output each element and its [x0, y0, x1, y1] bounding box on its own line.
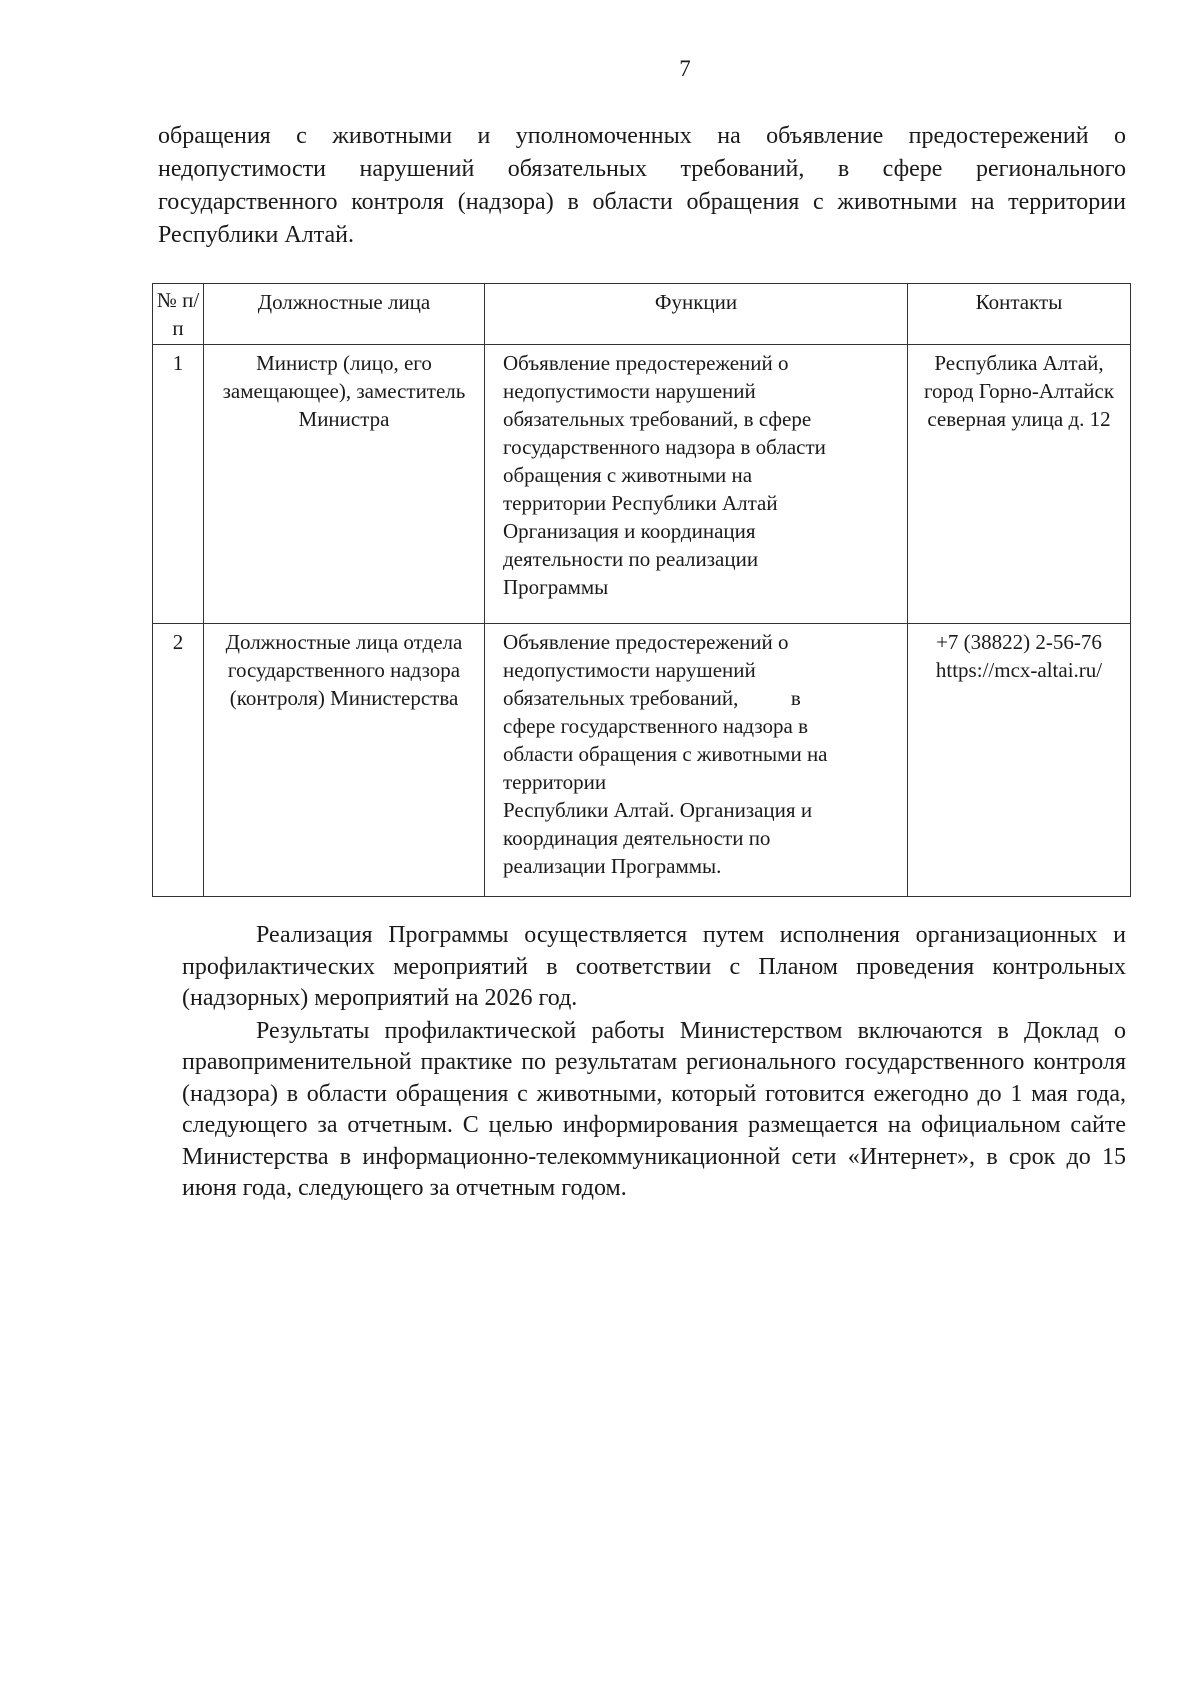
row-position: Министр (лицо, его замещающее), заместитель Министра	[204, 345, 485, 624]
contact-line: Республика Алтай,	[934, 351, 1104, 375]
contact-line: северная улица д. 12	[927, 407, 1111, 431]
row-contacts	[908, 624, 1131, 897]
row-num: 1	[153, 345, 204, 624]
table-row	[153, 624, 1131, 897]
function-line: территории Республики Алтай	[503, 491, 778, 515]
function-line: Организация и координация	[503, 519, 756, 543]
function-line: недопустимости нарушений	[503, 658, 756, 682]
function-line: Программы	[503, 575, 609, 599]
function-line: государственного надзора в области	[503, 435, 826, 459]
function-line: Объявление предостережений о	[503, 351, 789, 375]
row-num: 2	[153, 624, 204, 897]
paragraph-results: Результаты профилактической работы Министерством включаются в Доклад о правоприменительной практике по результатам регионального государственного контроля (надзора) в области обращения с животными, который готовится ежегодно до 1 мая года, следующего за отчетным. С целью информирования размещается на официальном сайте Министерства в информационно-телекоммуникационной сети «Интернет», в срок до 15 июня года, следующего за отчетным годом.	[182, 1017, 1126, 1201]
function-line: деятельности по реализации	[503, 547, 759, 571]
function-line: Республики Алтай. Организация и	[503, 798, 813, 822]
header-contacts: Контакты	[908, 284, 1131, 345]
row-contacts	[908, 345, 1131, 624]
header-functions: Функции	[485, 284, 908, 345]
body-text	[182, 920, 1126, 1206]
table-row	[153, 345, 1131, 624]
contact-phone: +7 (38822) 2-56-76	[936, 630, 1102, 654]
row-position: Должностные лица отдела государственного надзора (контроля) Министерства	[204, 624, 485, 897]
table-header-row	[153, 284, 1131, 345]
page-number: 7	[679, 56, 691, 81]
function-line: обязательных требований, в сфере	[503, 407, 812, 431]
function-line: реализации Программы.	[503, 854, 722, 878]
function-line: Объявление предостережений о	[503, 630, 789, 654]
row-functions	[485, 345, 908, 624]
function-line: области обращения с животными на	[503, 742, 828, 766]
function-line: координация деятельности по	[503, 826, 771, 850]
header-position: Должностные лица	[204, 284, 485, 345]
row-functions	[485, 624, 908, 897]
intro-paragraph: обращения с животными и уполномоченных на объявление предостережений о недопустимости нарушений обязательных требований, в сфере регионального государственного контроля (надзора) в области обращения с животными на территории Республики Алтай.	[158, 123, 1126, 248]
paragraph-implementation: Реализация Программы осуществляется путем исполнения организационных и профилактических мероприятий в соответствии с Планом проведения контрольных (надзорных) мероприятий на 2026 год.	[182, 922, 1126, 1011]
function-line: территории	[503, 770, 607, 794]
officials-table	[152, 283, 1131, 897]
function-line: сфере государственного надзора в	[503, 714, 809, 738]
function-line: обращения с животными на	[503, 463, 753, 487]
header-num: № п/п	[153, 284, 204, 345]
contact-website-link[interactable]: https://mcx-altai.ru/	[935, 658, 1103, 682]
contact-line: город Горно-Алтайск	[923, 379, 1115, 403]
function-line: недопустимости нарушений	[503, 379, 756, 403]
function-line: обязательных требований, в	[503, 686, 801, 710]
